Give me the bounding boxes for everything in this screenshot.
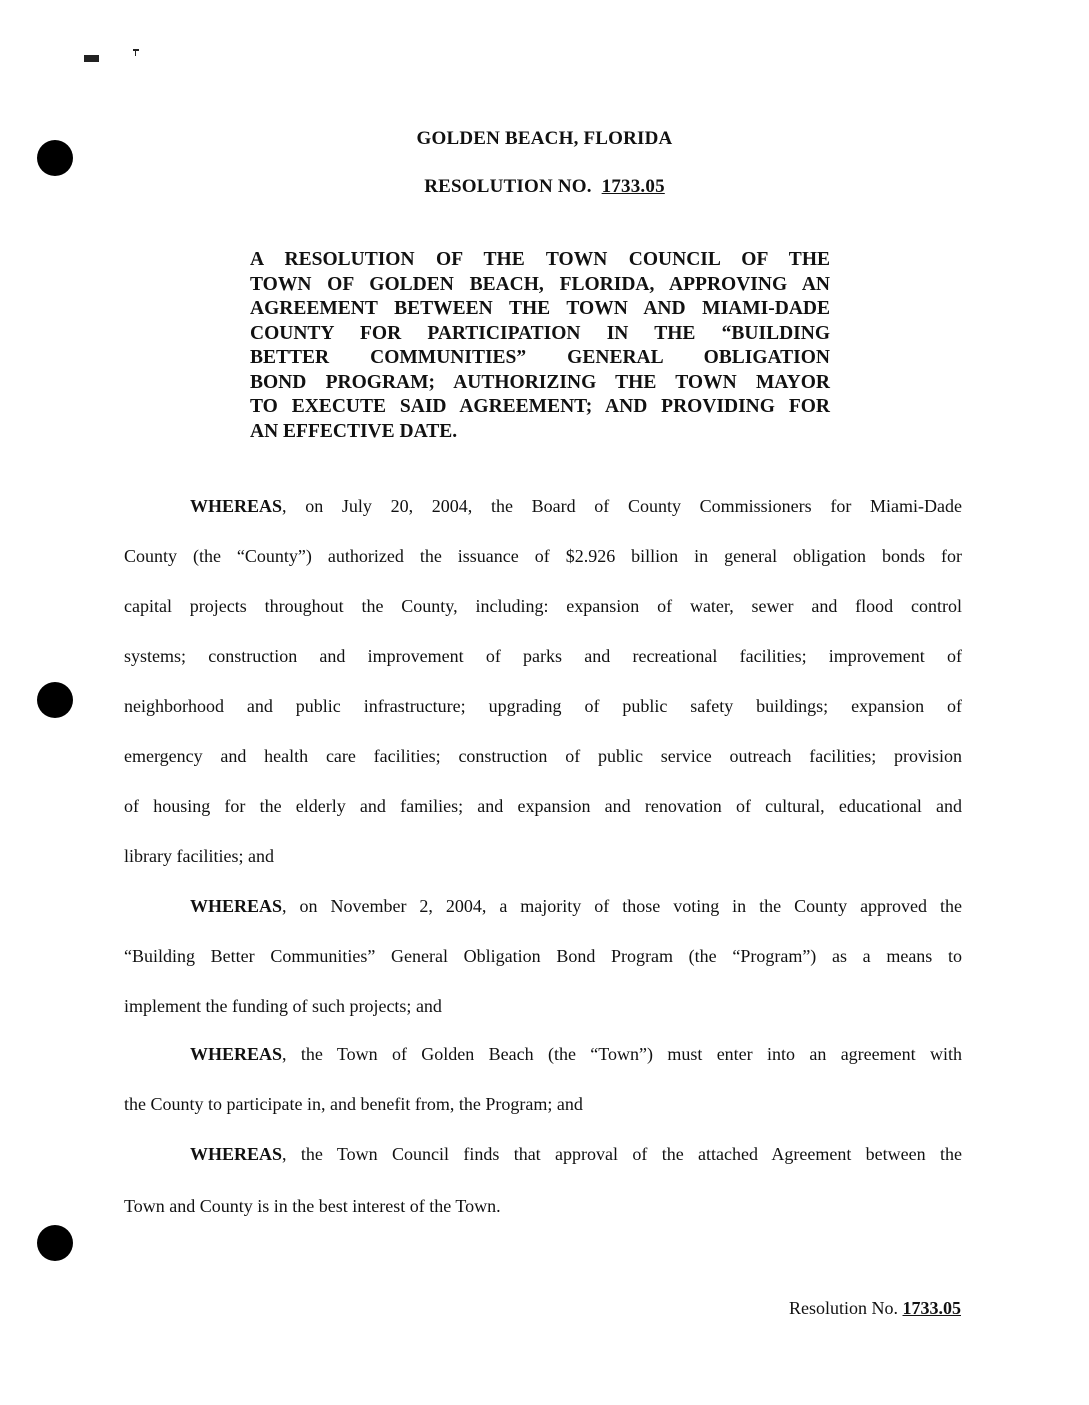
footer-resolution-number: 1733.05	[902, 1298, 961, 1318]
resolution-title	[250, 248, 830, 444]
page-footer	[789, 1298, 961, 1319]
title-line: BOND PROGRAM; AUTHORIZING THE TOWN MAYOR	[250, 371, 830, 393]
footer-label: Resolution No.	[788, 1298, 898, 1318]
body-line: of housing for the elderly and families; and expansion and renovation of cultural, educational and	[124, 796, 962, 816]
whereas-label: WHEREAS	[190, 1144, 283, 1164]
resolution-number: 1733.05	[601, 176, 665, 197]
body-line: neighborhood and public infrastructure; upgrading of public safety buildings; expansion of	[124, 696, 962, 716]
heading-text: GOLDEN BEACH, FLORIDA	[416, 128, 673, 149]
whereas-clause-3	[190, 1044, 962, 1065]
clause-text: , on November 2, 2004, a majority of those voting in the County approved the	[282, 896, 962, 916]
scan-mark	[133, 49, 139, 51]
body-line: County (the “County”) authorized the issuance of $2.926 billion in general obligation bonds for	[124, 546, 962, 566]
title-line: TO EXECUTE SAID AGREEMENT; AND PROVIDING FOR	[250, 396, 830, 417]
body-line: the County to participate in, and benefit from, the Program; and	[124, 1094, 583, 1114]
title-line: COUNTY FOR PARTICIPATION IN THE “BUILDING	[250, 322, 830, 344]
punch-hole-middle	[37, 682, 73, 718]
body-line: systems; construction and improvement of parks and recreational facilities; improvement of	[124, 646, 962, 666]
whereas-label: WHEREAS	[190, 496, 283, 516]
title-line: AGREEMENT BETWEEN THE TOWN AND MIAMI-DADE	[250, 298, 830, 319]
scan-mark	[84, 55, 99, 62]
title-line: BETTER COMMUNITIES” GENERAL OBLIGATION	[250, 347, 830, 368]
title-line: AN EFFECTIVE DATE.	[250, 420, 458, 442]
title-line: A RESOLUTION OF THE TOWN COUNCIL OF THE	[250, 249, 830, 270]
scan-mark	[135, 49, 136, 56]
body-line: capital projects throughout the County, including: expansion of water, sewer and flood control	[124, 596, 962, 616]
body-line: emergency and health care facilities; construction of public service outreach facilities; provision	[124, 746, 962, 766]
body-line: library facilities; and	[124, 846, 274, 866]
body-line: implement the funding of such projects; and	[124, 996, 442, 1016]
whereas-clause-2	[190, 896, 962, 917]
whereas-label: WHEREAS	[190, 1044, 283, 1064]
document-heading	[0, 128, 1089, 150]
whereas-clause-4	[190, 1144, 962, 1165]
title-line: TOWN OF GOLDEN BEACH, FLORIDA, APPROVING AN	[250, 273, 830, 295]
resolution-label: RESOLUTION NO.	[424, 176, 592, 197]
whereas-clause-1	[190, 496, 962, 517]
body-line: “Building Better Communities” General Obligation Bond Program (the “Program”) as a means to	[124, 946, 962, 966]
clause-text: , on July 20, 2004, the Board of County Commissioners for Miami-Dade	[282, 496, 962, 516]
resolution-number-heading	[0, 176, 1089, 198]
clause-text: , the Town Council finds that approval of the attached Agreement between the	[282, 1144, 962, 1164]
body-line: Town and County is in the best interest of the Town.	[124, 1196, 501, 1216]
whereas-label: WHEREAS	[190, 896, 283, 916]
clause-text: , the Town of Golden Beach (the “Town”) must enter into an agreement with	[282, 1044, 962, 1064]
punch-hole-bottom	[37, 1225, 73, 1261]
